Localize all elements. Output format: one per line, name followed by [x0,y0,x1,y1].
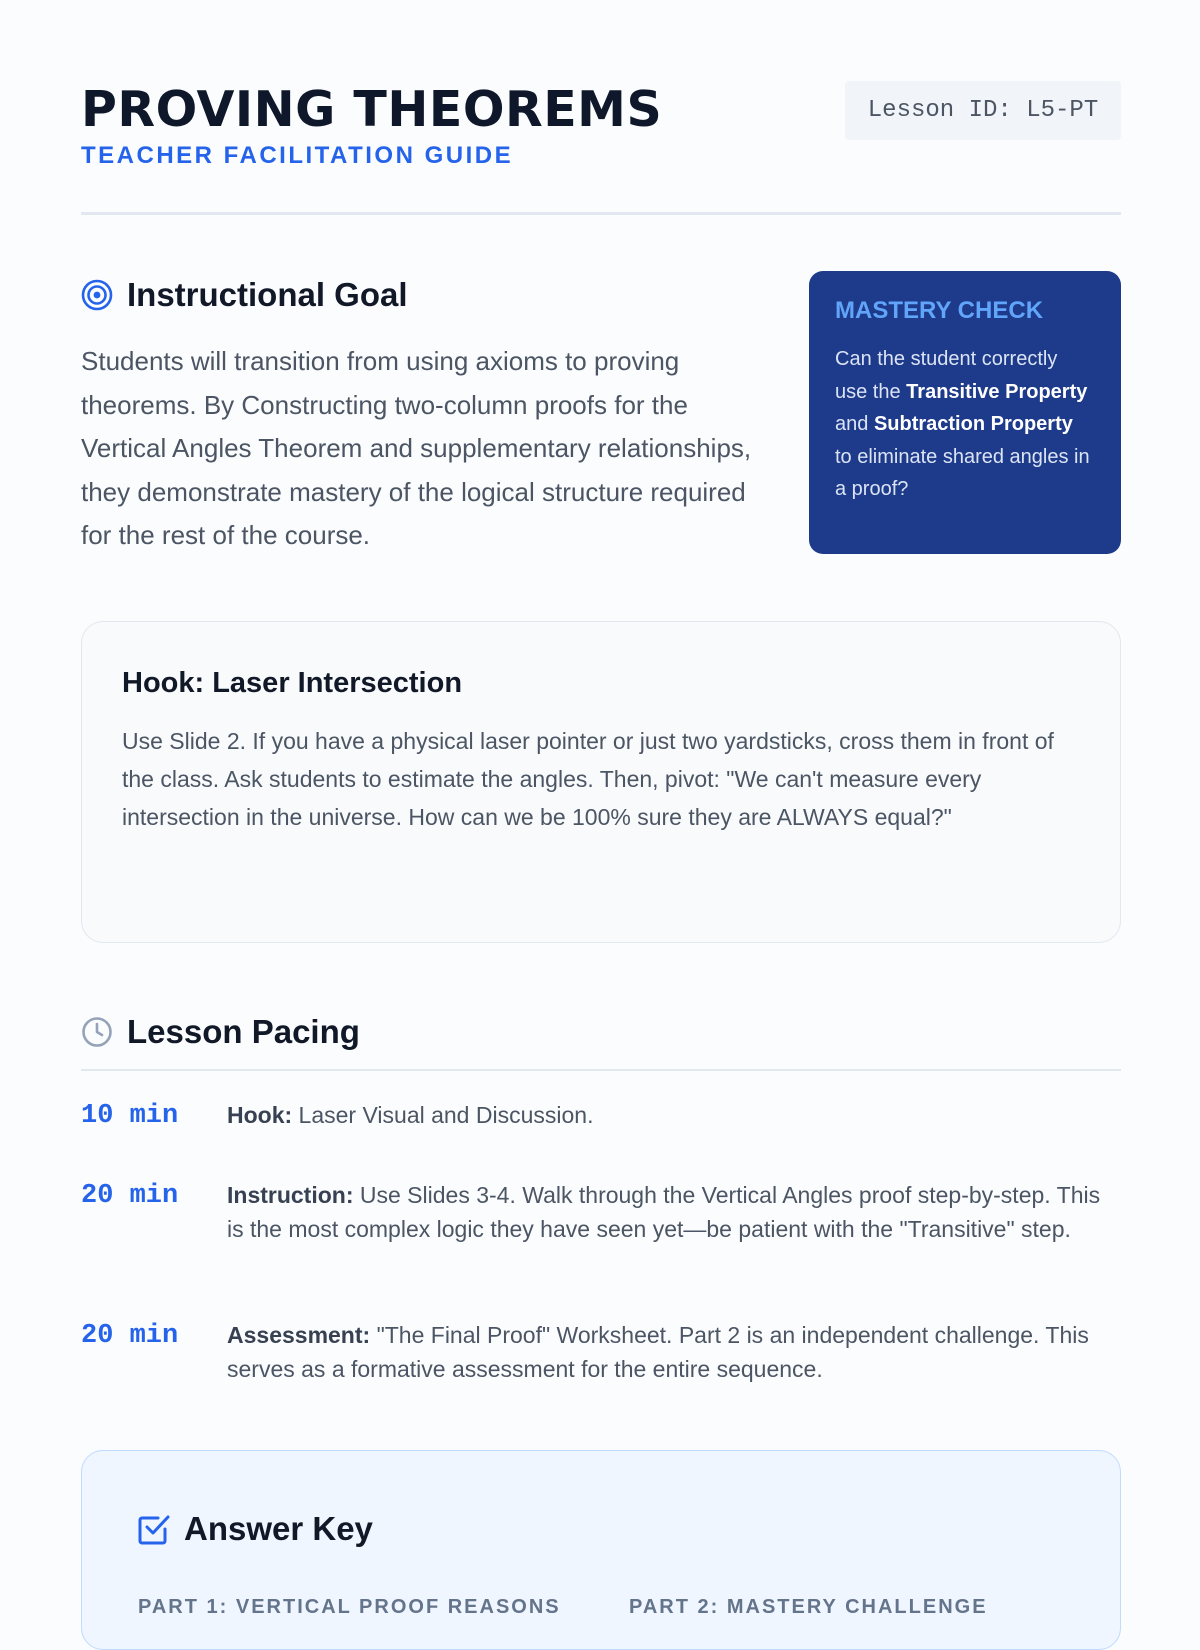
answer-key-column-1: PART 1: VERTICAL PROOF REASONS [138,1596,561,1618]
goal-heading-row [81,276,408,314]
hook-heading: Hook: Laser Intersection [122,667,463,699]
answer-key-heading: Answer Key [184,1510,373,1547]
pacing-row [81,1179,1121,1246]
answer-key-heading-row [138,1510,373,1548]
goal-heading: Instructional Goal [127,276,408,313]
pacing-heading-row [81,1013,360,1051]
pacing-heading: Lesson Pacing [127,1013,360,1050]
answer-key-column-2: PART 2: MASTERY CHALLENGE [629,1596,988,1618]
mastery-text: Can the student correctly use the Transitive Property and Subtraction Property to eliminate shared angles in a proof? [835,348,1090,500]
pacing-divider [81,1069,1121,1071]
pacing-description: Instruction: Use Slides 3-4. Walk through the Vertical Angles proof step-by-step. This is the most complex logic they have seen yet—be patient with the "Transitive" step. [227,1182,1101,1242]
header [81,80,1121,215]
pacing-description: Assessment: "The Final Proof" Worksheet. Part 2 is an independent challenge. This serves as a formative assessment for the entire sequence. [227,1322,1089,1382]
lesson-id-badge: Lesson ID: L5-PT [845,81,1121,140]
clock-icon [81,1016,113,1048]
hook-text: Use Slide 2. If you have a physical laser pointer or just two yardsticks, cross them in front of the class. Ask students to estimate the angles. Then, pivot: "We can't measure every intersection in the universe. How can we be 100% sure they are ALWAYS equal?" [122,728,1054,830]
hook-card [81,621,1121,943]
answer-key-card [81,1450,1121,1650]
mastery-heading: MASTERY CHECK [835,297,1044,324]
target-icon [81,279,113,311]
pacing-time: 10 min [81,1101,179,1131]
pacing-row [81,1319,1121,1386]
pacing-time: 20 min [81,1321,179,1351]
page-subtitle: TEACHER FACILITATION GUIDE [81,142,514,169]
pacing-time: 20 min [81,1181,179,1211]
checkbox-icon [138,1513,170,1545]
goal-text: Students will transition from using axioms to proving theorems. By Constructing two-column proofs for the Vertical Angles Theorem and supplementary relationships, they demonstrate mastery of the logical structure required for the rest of the course. [81,346,752,550]
mastery-check-card [809,271,1121,554]
page-title: PROVING THEOREMS [81,81,663,138]
pacing-row [81,1099,1121,1133]
pacing-description: Hook: Laser Visual and Discussion. [227,1102,594,1128]
